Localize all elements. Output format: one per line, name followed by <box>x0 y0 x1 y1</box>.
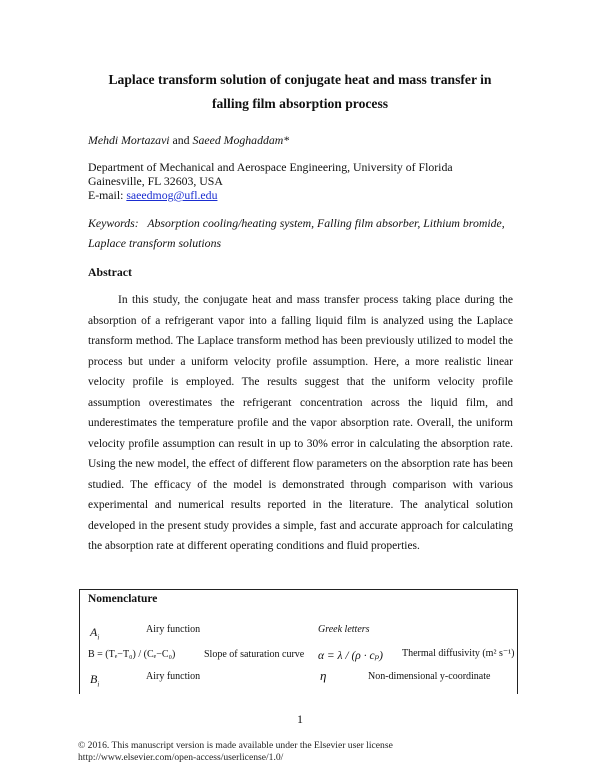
email-label: E-mail: <box>88 188 124 202</box>
nomenclature-formula-b: B = (Tₑ−T₀) / (Cₑ−C₀) <box>88 649 176 660</box>
email-line <box>88 188 217 203</box>
footer-license-line-2[interactable]: http://www.elsevier.com/open-access/userlicense/1.0/ <box>78 752 284 763</box>
greek-formula-alpha: α = λ / (ρ · cₚ) <box>318 650 383 662</box>
nomenclature-symbol-ai: $A_i$ <box>90 625 100 642</box>
nomenclature-heading: Nomenclature <box>88 593 158 605</box>
sub-i: i <box>97 680 100 689</box>
authors <box>88 133 289 148</box>
author-1: Mehdi Mortazavi <box>88 133 170 147</box>
nomenclature-desc-bi: Airy function <box>146 671 201 682</box>
paper-title-line-1: Laplace transform solution of conjugate heat and mass transfer in <box>108 72 492 87</box>
nomenclature-desc-b: Slope of saturation curve <box>204 649 305 660</box>
nomenclature-symbol-bi: $B_i$ <box>90 672 100 689</box>
page-number: 1 <box>297 712 303 726</box>
sub-i: i <box>97 633 100 642</box>
abstract-body: In this study, the conjugate heat and mass transfer process taking place during the absorption of a refrigerant vapor into a falling liquid film is analyzed using the Laplace transform method. The Laplace transform method has been previously utilized to model the process but under a uniform velocity profile assumption. Here, a more realistic linear velocity profile is employed. The results suggest that the uniform velocity profile assumption overestimates the refrigerant concentration across the liquid film, and underestimates the temperature profile and the vapor absorption rate. Overall, the uniform velocity profile assumption can result in up to 30% error in calculating the absorption rate. Using the new model, the effect of different flow parameters on the absorption rate has been studied. The efficacy of the model is demonstrated through comparison with various experimental and numerical results reported in the literature. The analytical solution developed in the present study provides a simple, fast and accurate approach for calculating the absorption rate at different operating conditions and fluid properties. <box>88 294 513 552</box>
keywords-text: Absorption cooling/heating system, Falling film absorber, Lithium bromide, Laplace transform solutions <box>88 216 505 250</box>
greek-letters-heading: Greek letters <box>318 624 370 635</box>
author-2: Saeed Moghaddam* <box>192 133 290 147</box>
keywords <box>88 213 513 253</box>
greek-symbol-eta: η <box>320 668 327 683</box>
affiliation-line-1: Department of Mechanical and Aerospace Engineering, University of Florida <box>88 160 453 174</box>
greek-desc-alpha: Thermal diffusivity (m² s⁻¹) <box>402 648 515 659</box>
author-conjunction: and <box>172 133 190 147</box>
email-link[interactable]: saeedmog@ufl.edu <box>126 188 218 202</box>
affiliation-line-2: Gainesville, FL 32603, USA <box>88 174 223 188</box>
keywords-label: Keywords: <box>88 216 139 230</box>
nomenclature-desc-ai: Airy function <box>146 624 201 635</box>
abstract-heading: Abstract <box>88 265 132 279</box>
greek-desc-eta: Non-dimensional y-coordinate <box>368 671 491 682</box>
footer-license-line-1: © 2016. This manuscript version is made available under the Elsevier user license <box>78 740 393 751</box>
paper-title-line-2: falling film absorption process <box>211 96 389 111</box>
